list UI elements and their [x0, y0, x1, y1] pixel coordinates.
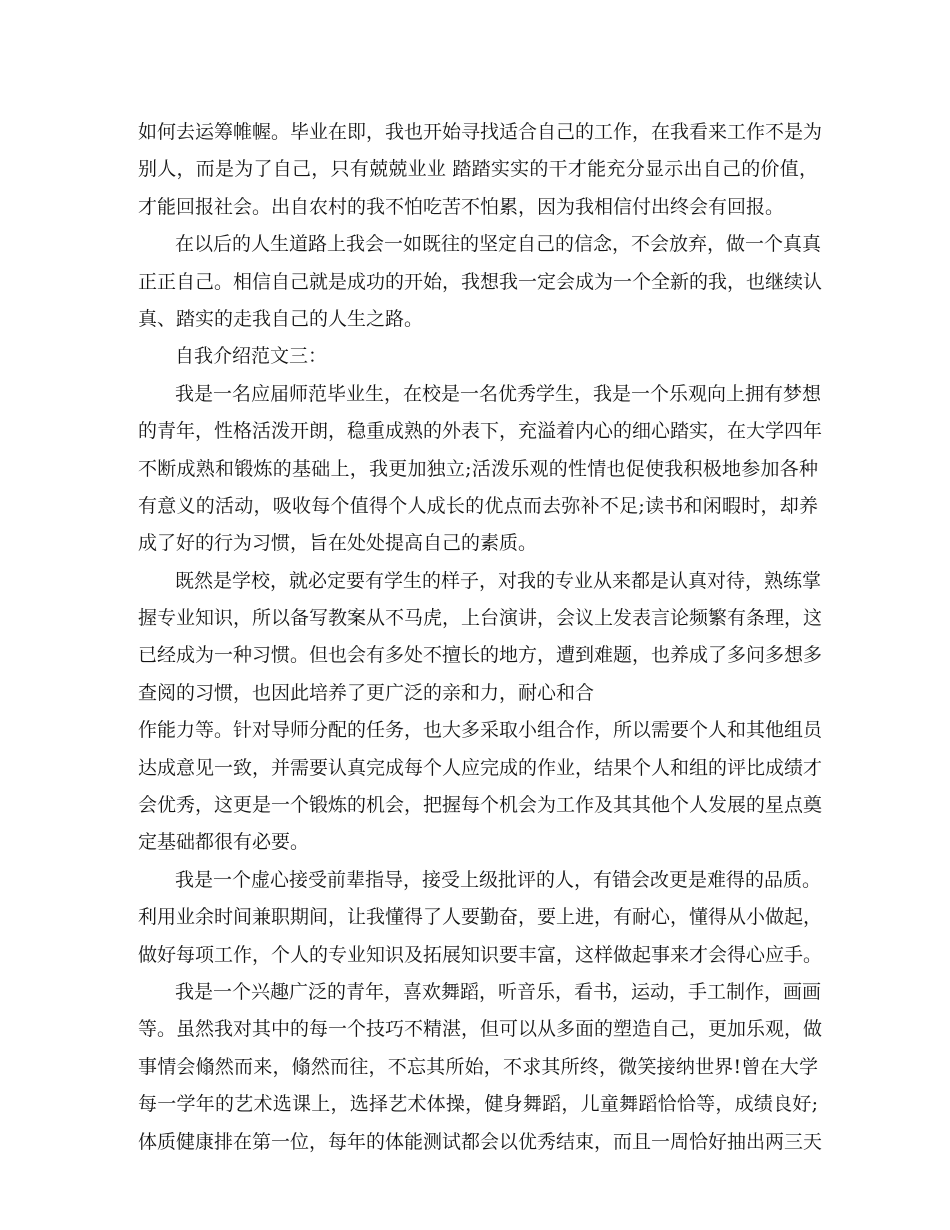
paragraph-start-line: 在以后的人生道路上我会一如既往的坚定自己的信念，不会放弃，做一个真真 — [175, 233, 822, 256]
text-line: 别人，而是为了自己，只有兢兢业业 踏踏实实的干才能充分显示出自己的价值， — [138, 158, 818, 181]
text-line: 定基础都很有必要。 — [138, 831, 310, 854]
text-line: 有意义的活动，吸收每个值得个人成长的优点而去弥补不足;读书和闲暇时，却养 — [138, 494, 818, 517]
paragraph-start-line: 既然是学校，就必定要有学生的样子，对我的专业从来都是认真对待，熟练掌 — [175, 569, 822, 592]
text-line: 利用业余时间兼职期间，让我懂得了人要勤奋，要上进，有耐心，懂得从小做起， — [138, 906, 823, 929]
text-line: 等。虽然我对其中的每一个技巧不精湛，但可以从多面的塑造自己，更加乐观，做 — [138, 1018, 823, 1041]
text-line: 作能力等。针对导师分配的任务，也大多采取小组合作，所以需要个人和其他组员 — [138, 719, 823, 742]
text-line: 的青年，性格活泼开朗，稳重成熟的外表下，充溢着内心的细心踏实，在大学四年 — [138, 420, 823, 443]
section-heading: 自我介绍范文三： — [175, 345, 328, 368]
text-line: 握专业知识，所以备写教案从不马虎，上台演讲，会议上发表言论频繁有条理，这 — [138, 607, 823, 630]
text-line: 做好每项工作，个人的专业知识及拓展知识要丰富，这样做起事来才会得心应手。 — [138, 943, 823, 966]
text-line: 真、踏实的走我自己的人生之路。 — [138, 307, 424, 330]
text-line: 事情会翛然而来，翛然而往，不忘其所始，不求其所终，微笑接纳世界!曾在大学 — [138, 1055, 818, 1078]
text-line: 才能回报社会。出自农村的我不怕吃苦不怕累，因为我相信付出终会有回报。 — [138, 195, 785, 218]
text-line: 体质健康排在第一位，每年的体能测试都会以优秀结束，而且一周恰好抽出两三天 — [138, 1130, 823, 1153]
paragraph-start-line: 我是一个虚心接受前辈指导，接受上级批评的人，有错会改更是难得的品质。 — [175, 868, 822, 891]
text-line: 正正自己。相信自己就是成功的开始，我想我一定会成为一个全新的我，也继续认 — [138, 270, 823, 293]
text-line: 如何去运筹帷幄。毕业在即，我也开始寻找适合自己的工作，在我看来工作不是为 — [138, 121, 823, 143]
text-line: 不断成熟和锻炼的基础上，我更加独立;活泼乐观的性情也促使我积极地参加各种 — [138, 457, 818, 480]
text-line: 每一学年的艺术选课上，选择艺术体操，健身舞蹈，儿童舞蹈恰恰等，成绩良好; — [138, 1093, 818, 1116]
text-line: 已经成为一种习惯。但也会有多处不擅长的地方，遭到难题，也养成了多问多想多 — [138, 644, 823, 667]
text-line: 查阅的习惯，也因此培养了更广泛的亲和力，耐心和合 — [138, 681, 595, 704]
paragraph-start-line: 我是一个兴趣广泛的青年，喜欢舞蹈，听音乐，看书，运动，手工制作，画画 — [175, 980, 822, 1003]
document-body — [138, 114, 823, 1161]
text-line: 成了好的行为习惯，旨在处处提高自己的素质。 — [138, 532, 538, 555]
text-line: 达成意见一致，并需要认真完成每个人应完成的作业，结果个人和组的评比成绩才 — [138, 756, 823, 779]
paragraph-start-line: 我是一名应届师范毕业生，在校是一名优秀学生，我是一个乐观向上拥有梦想 — [175, 382, 822, 405]
text-line: 会优秀，这更是一个锻炼的机会，把握每个机会为工作及其其他个人发展的星点奠 — [138, 794, 823, 817]
